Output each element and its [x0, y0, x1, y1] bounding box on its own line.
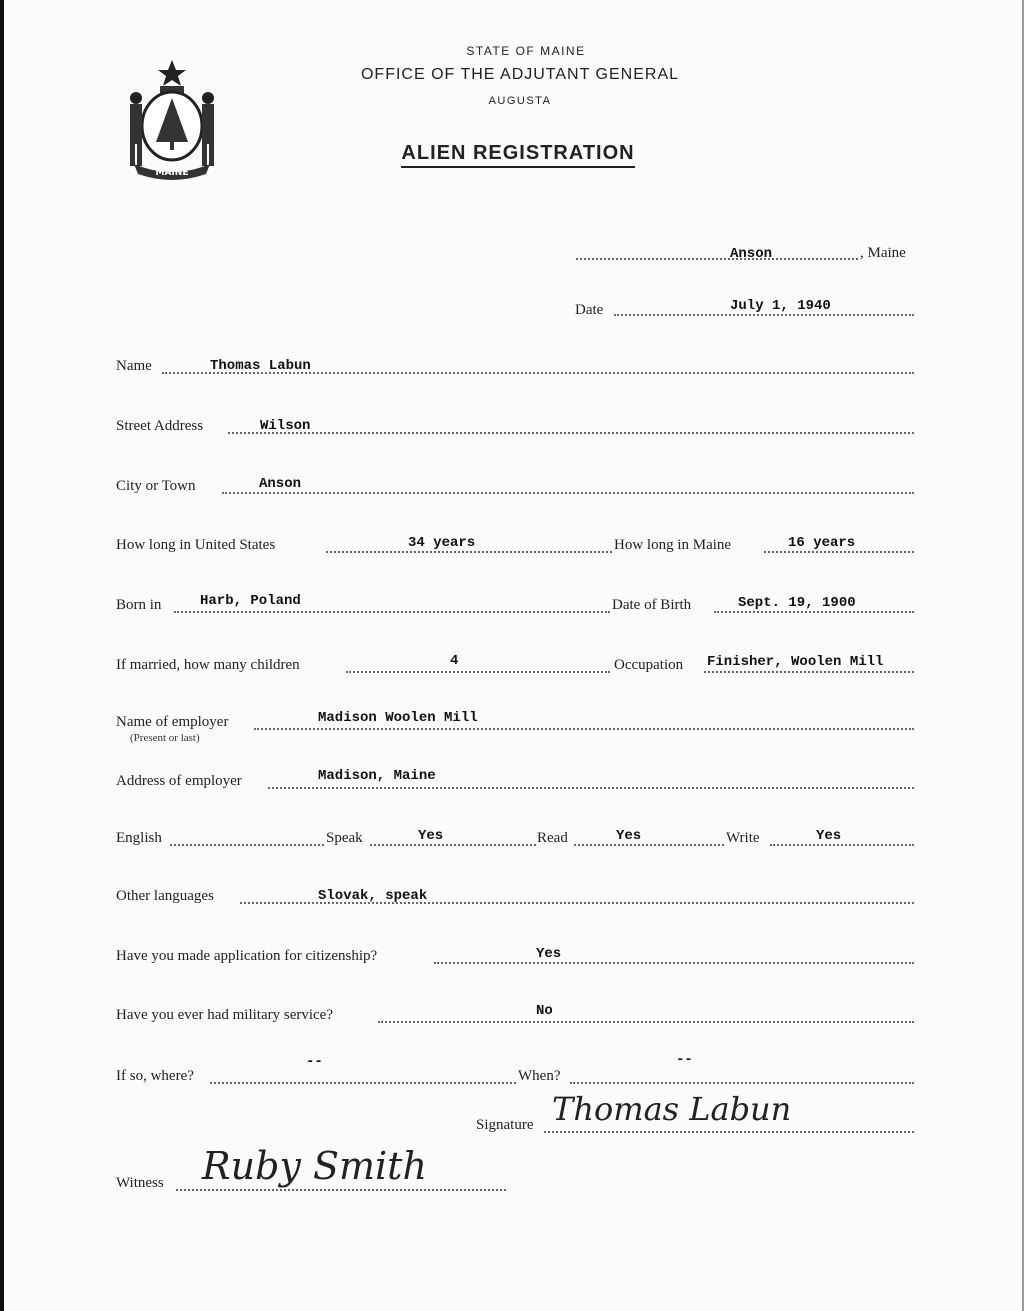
name-value: Thomas Labun	[210, 358, 311, 374]
read-value: Yes	[616, 828, 642, 844]
date-label: Date	[575, 302, 604, 318]
write-label: Write	[726, 830, 760, 846]
form-title	[6, 142, 1024, 165]
when-line	[570, 1082, 914, 1084]
employer-sublabel: (Present or last)	[130, 732, 200, 744]
witness-line	[176, 1189, 506, 1191]
when-label: When?	[518, 1068, 561, 1084]
other-languages-value: Slovak, speak	[318, 888, 428, 904]
employer-line	[254, 728, 914, 730]
military-value: No	[536, 1003, 553, 1019]
where-value: --	[306, 1054, 323, 1070]
maine-duration-line	[764, 551, 914, 553]
signature-label: Signature	[476, 1117, 534, 1133]
street-value: Wilson	[260, 418, 311, 434]
speak-value: Yes	[418, 828, 444, 844]
occupation-line	[704, 671, 914, 673]
name-label: Name	[116, 358, 152, 374]
employer-address-value: Madison, Maine	[318, 768, 436, 784]
where-line	[210, 1082, 516, 1084]
date-line	[614, 314, 914, 316]
dob-line	[714, 611, 914, 613]
town-value: Anson	[259, 476, 302, 492]
english-label: English	[116, 830, 162, 846]
employer-address-line	[268, 787, 914, 789]
maine-duration-label: How long in Maine	[614, 537, 732, 553]
read-line	[574, 844, 724, 846]
children-label: If married, how many children	[116, 657, 300, 673]
citizenship-value: Yes	[536, 946, 562, 962]
form-title-text: ALIEN REGISTRATION	[401, 142, 634, 168]
date-value: July 1, 1940	[730, 298, 831, 314]
other-languages-label: Other languages	[116, 888, 214, 904]
dob-value: Sept. 19, 1900	[738, 595, 856, 611]
witness-value: Ruby Smith	[202, 1144, 427, 1188]
signature-value: Thomas Labun	[552, 1090, 792, 1128]
english-line	[170, 844, 324, 846]
where-label: If so, where?	[116, 1068, 194, 1084]
employer-value: Madison Woolen Mill	[318, 710, 478, 726]
citizenship-line	[434, 962, 914, 964]
place-line	[576, 258, 858, 260]
military-line	[378, 1021, 914, 1023]
occupation-value: Finisher, Woolen Mill	[707, 654, 884, 670]
maine-duration-value: 16 years	[788, 535, 856, 551]
born-value: Harb, Poland	[200, 593, 301, 609]
office-heading: OFFICE OF THE ADJUTANT GENERAL	[360, 66, 680, 83]
born-line	[174, 611, 610, 613]
occupation-label: Occupation	[614, 657, 684, 673]
witness-label: Witness	[116, 1175, 164, 1191]
speak-line	[370, 844, 536, 846]
children-line	[346, 671, 610, 673]
town-label: City or Town	[116, 478, 196, 494]
us-duration-line	[326, 551, 612, 553]
state-heading: STATE OF MAINE	[466, 44, 586, 58]
citizenship-label: Have you made application for citizenship?	[116, 948, 378, 964]
seal-ribbon-text: MAINE	[155, 168, 189, 178]
us-duration-label: How long in United States	[116, 537, 276, 553]
place-suffix: , Maine	[860, 245, 906, 261]
us-duration-value: 34 years	[408, 535, 476, 551]
write-value: Yes	[816, 828, 842, 844]
military-label: Have you ever had military service?	[116, 1007, 333, 1023]
employer-address-label: Address of employer	[116, 773, 242, 789]
dob-label: Date of Birth	[612, 597, 692, 613]
employer-label: Name of employer	[116, 714, 229, 730]
street-label: Street Address	[116, 418, 204, 434]
children-value: 4	[450, 653, 459, 669]
when-value: --	[676, 1052, 693, 1068]
speak-label: Speak	[326, 830, 363, 846]
city-heading: AUGUSTA	[488, 95, 552, 107]
place-value: Anson	[730, 246, 773, 262]
write-line	[770, 844, 914, 846]
street-line	[228, 432, 914, 434]
signature-line	[544, 1131, 914, 1133]
born-label: Born in	[116, 597, 162, 613]
town-line	[222, 492, 914, 494]
read-label: Read	[537, 830, 568, 846]
